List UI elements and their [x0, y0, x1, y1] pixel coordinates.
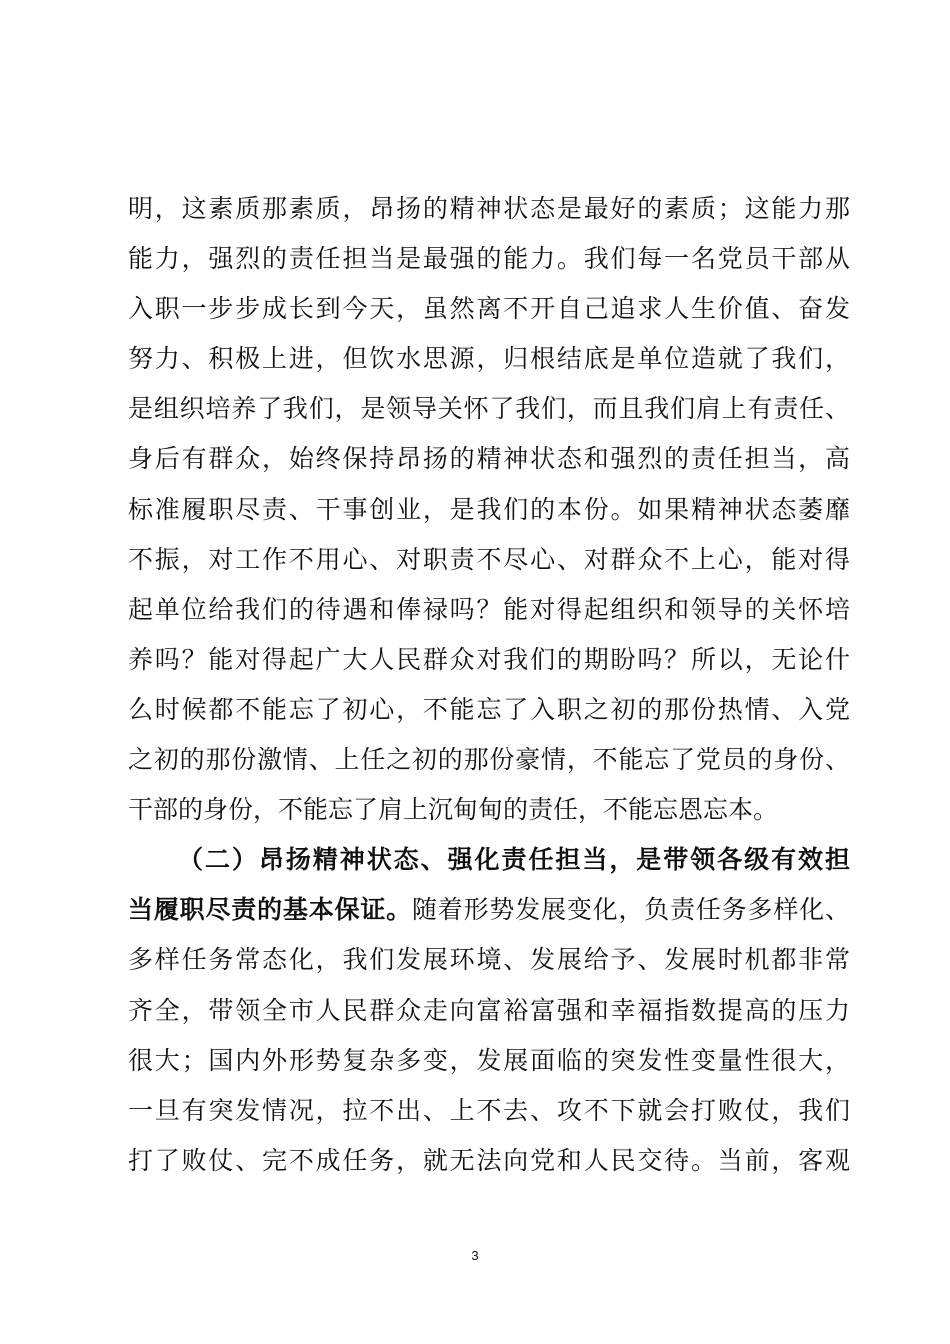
- section-heading-end: 当履职尽责的基本保证。: [128, 895, 412, 925]
- text-line: 标准履职尽责、干事创业，是我们的本份。如果精神状态萎靡: [128, 494, 850, 524]
- text-line: 起单位给我们的待遇和俸禄吗？能对得起组织和领导的关怀培: [128, 594, 850, 624]
- text-line: 不振，对工作不用心、对职责不尽心、对群众不上心，能对得: [128, 544, 850, 574]
- document-body: [128, 184, 850, 1186]
- page-number: 3: [471, 1248, 479, 1263]
- text-line: 很大；国内外形势复杂多变，发展面临的突发性变量性很大，: [128, 1045, 850, 1075]
- section-heading: （二）昂扬精神状态、强化责任担当，是带领各级有效担: [178, 845, 850, 875]
- text-line: 明，这素质那素质，昂扬的精神状态是最好的素质；这能力那: [128, 194, 850, 223]
- text-line: [128, 885, 850, 935]
- text-line: 干部的身份，不能忘了肩上沉甸甸的责任，不能忘恩忘本。: [128, 795, 779, 825]
- text-line: 么时候都不能忘了初心，不能忘了入职之初的那份热情、入党: [128, 694, 850, 724]
- text-line: 打了败仗、完不成任务，就无法向党和人民交待。当前，客观: [128, 1145, 850, 1175]
- text-line: 身后有群众，始终保持昂扬的精神状态和强烈的责任担当，高: [128, 444, 850, 474]
- text-line: 养吗？能对得起广大人民群众对我们的期盼吗？所以，无论什: [128, 644, 850, 674]
- paragraph-1: [128, 184, 850, 835]
- text-line: 是组织培养了我们，是领导关怀了我们，而且我们肩上有责任、: [128, 394, 850, 424]
- text-line: 之初的那份激情、上任之初的那份豪情，不能忘了党员的身份、: [128, 745, 850, 775]
- text-line: 努力、积极上进，但饮水思源，归根结底是单位造就了我们，: [128, 344, 850, 374]
- text-segment: 随着形势发展变化，负责任务多样化、: [411, 895, 850, 925]
- text-line: 一旦有突发情况，拉不出、上不去、攻不下就会打败仗，我们: [128, 1095, 850, 1125]
- text-line: 齐全，带领全市人民群众走向富裕富强和幸福指数提高的压力: [128, 995, 850, 1025]
- text-line: 入职一步步成长到今天，虽然离不开自己追求人生价值、奋发: [128, 294, 850, 324]
- paragraph-2: [128, 835, 850, 1186]
- text-line: 能力，强烈的责任担当是最强的能力。我们每一名党员干部从: [128, 244, 850, 274]
- text-line: 多样任务常态化，我们发展环境、发展给予、发展时机都非常: [128, 945, 850, 975]
